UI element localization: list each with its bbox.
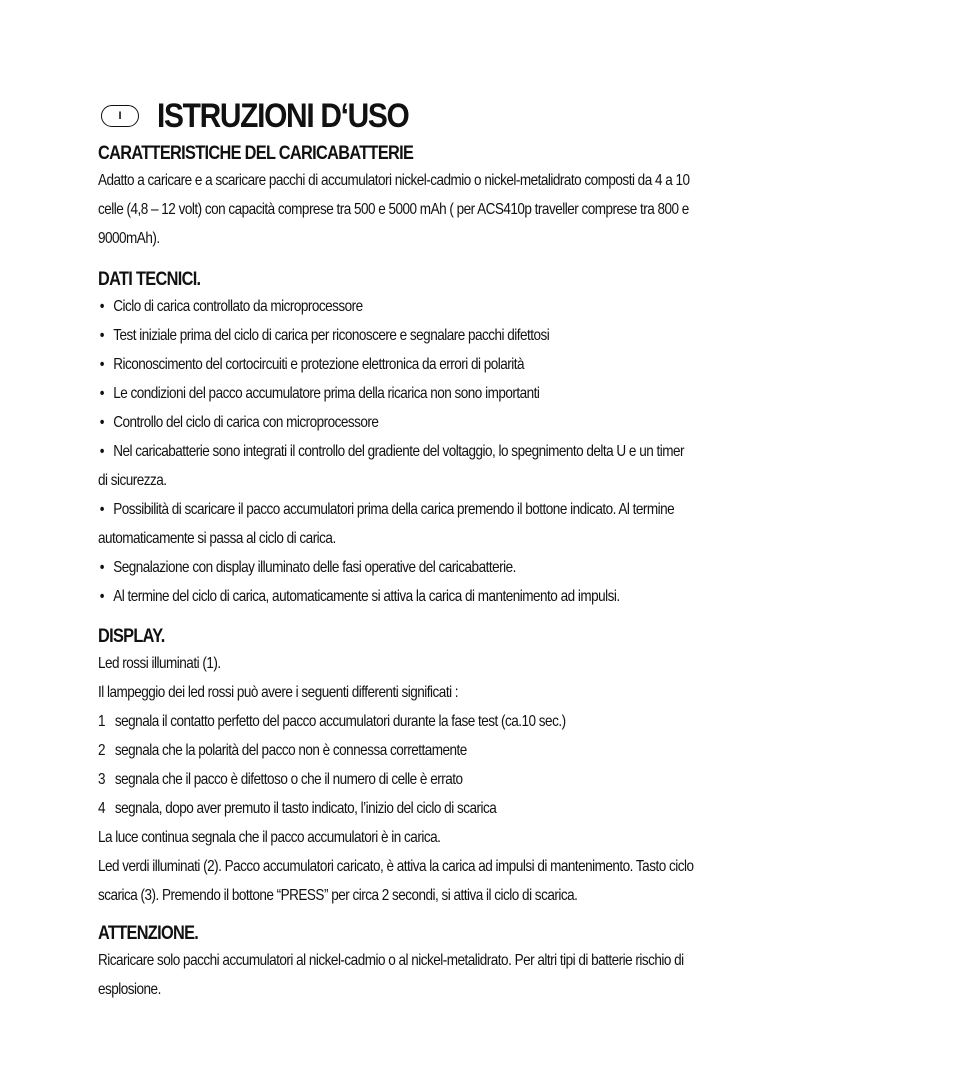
list-item bbox=[98, 553, 859, 582]
item-number: 1 bbox=[98, 713, 106, 730]
numbered-item bbox=[98, 707, 859, 736]
bullet-icon: • bbox=[99, 443, 104, 460]
list-item-text: Test iniziale prima del ciclo di carica per riconoscere e segnalare pacchi difettosi bbox=[113, 327, 550, 344]
item-number: 4 bbox=[98, 800, 106, 817]
item-text: segnala che la polarità del pacco non è connessa correttamente bbox=[114, 742, 467, 759]
bullet-icon: • bbox=[99, 501, 104, 518]
list-item-continuation bbox=[98, 524, 859, 553]
bullet-icon: • bbox=[99, 356, 104, 373]
page-title: ISTRUZIONI D‘USO bbox=[157, 96, 409, 135]
attenzione-line: Ricaricare solo pacchi accumulatori al nickel-cadmio o al nickel-metalidrato. Per altri tipi di batterie rischio di bbox=[98, 952, 684, 969]
list-item-text: di sicurezza. bbox=[98, 472, 167, 489]
title-row bbox=[101, 96, 858, 136]
heading-display: DISPLAY. bbox=[98, 626, 165, 647]
list-item bbox=[98, 408, 859, 437]
bullet-icon: • bbox=[99, 559, 104, 576]
display-intro: Led rossi illuminati (1). bbox=[98, 655, 221, 672]
attenzione-line: esplosione. bbox=[98, 981, 161, 998]
attenzione-body bbox=[98, 946, 859, 1004]
list-item-text: Controllo del ciclo di carica con microprocessore bbox=[113, 414, 379, 431]
item-text: segnala, dopo aver premuto il tasto indicato, l’inizio del ciclo di scarica bbox=[114, 800, 497, 817]
caratteristiche-line: Adatto a caricare e a scaricare pacchi di accumulatori nickel-cadmio o nickel-metalidrato composti da 4 a 10 bbox=[98, 172, 690, 189]
bullet-icon: • bbox=[99, 588, 104, 605]
caratteristiche-line: 9000mAh). bbox=[98, 230, 160, 247]
numbered-item bbox=[98, 765, 859, 794]
bullet-icon: • bbox=[99, 385, 104, 402]
list-item bbox=[98, 495, 859, 524]
list-item-text: Segnalazione con display illuminato delle fasi operative del caricabatterie. bbox=[113, 559, 516, 576]
numbered-item bbox=[98, 736, 859, 765]
heading-dati-tecnici: DATI TECNICI. bbox=[98, 269, 201, 290]
list-item-text: Ciclo di carica controllato da microprocessore bbox=[113, 298, 363, 315]
item-number: 3 bbox=[98, 771, 106, 788]
language-badge: I bbox=[101, 105, 139, 127]
list-item bbox=[98, 582, 859, 611]
list-item-text: Le condizioni del pacco accumulatore prima della ricarica non sono importanti bbox=[113, 385, 540, 402]
display-outro: scarica (3). Premendo il bottone “PRESS” per circa 2 secondi, si attiva il ciclo di scarica. bbox=[98, 887, 578, 904]
item-number: 2 bbox=[98, 742, 106, 759]
list-item-text: Nel caricabatterie sono integrati il controllo del gradiente del voltaggio, lo spegnimento delta U e un timer bbox=[113, 443, 684, 460]
item-text: segnala che il pacco è difettoso o che il numero di celle è errato bbox=[114, 771, 463, 788]
display-outro: Led verdi illuminati (2). Pacco accumulatori caricato, è attiva la carica ad impulsi di mantenimento. Tasto ciclo bbox=[98, 858, 694, 875]
list-item bbox=[98, 350, 859, 379]
bullet-icon: • bbox=[99, 298, 104, 315]
display-body bbox=[98, 649, 859, 910]
heading-caratteristiche: CARATTERISTICHE DEL CARICABATTERIE bbox=[98, 143, 414, 164]
display-outro: La luce continua segnala che il pacco accumulatori è in carica. bbox=[98, 829, 441, 846]
numbered-item bbox=[98, 794, 859, 823]
caratteristiche-body bbox=[98, 166, 859, 253]
bullet-icon: • bbox=[99, 327, 104, 344]
list-item-text: automaticamente si passa al ciclo di carica. bbox=[98, 530, 336, 547]
display-intro: Il lampeggio dei led rossi può avere i seguenti differenti significati : bbox=[98, 684, 459, 701]
list-item bbox=[98, 379, 859, 408]
list-item-text: Riconoscimento del cortocircuiti e protezione elettronica da errori di polarità bbox=[113, 356, 525, 373]
list-item-continuation bbox=[98, 466, 859, 495]
list-item bbox=[98, 292, 859, 321]
document-page bbox=[98, 96, 858, 1004]
list-item-text: Al termine del ciclo di carica, automaticamente si attiva la carica di mantenimento ad impulsi. bbox=[113, 588, 620, 605]
dati-tecnici-list bbox=[98, 292, 859, 611]
list-item bbox=[98, 437, 859, 466]
caratteristiche-line: celle (4,8 – 12 volt) con capacità comprese tra 500 e 5000 mAh ( per ACS410p traveller comprese tra 800 e bbox=[98, 201, 689, 218]
item-text: segnala il contatto perfetto del pacco accumulatori durante la fase test (ca.10 sec.) bbox=[114, 713, 566, 730]
list-item-text: Possibilità di scaricare il pacco accumulatori prima della carica premendo il bottone indicato. Al termine bbox=[113, 501, 675, 518]
heading-attenzione: ATTENZIONE. bbox=[98, 923, 199, 944]
bullet-icon: • bbox=[99, 414, 104, 431]
list-item bbox=[98, 321, 859, 350]
